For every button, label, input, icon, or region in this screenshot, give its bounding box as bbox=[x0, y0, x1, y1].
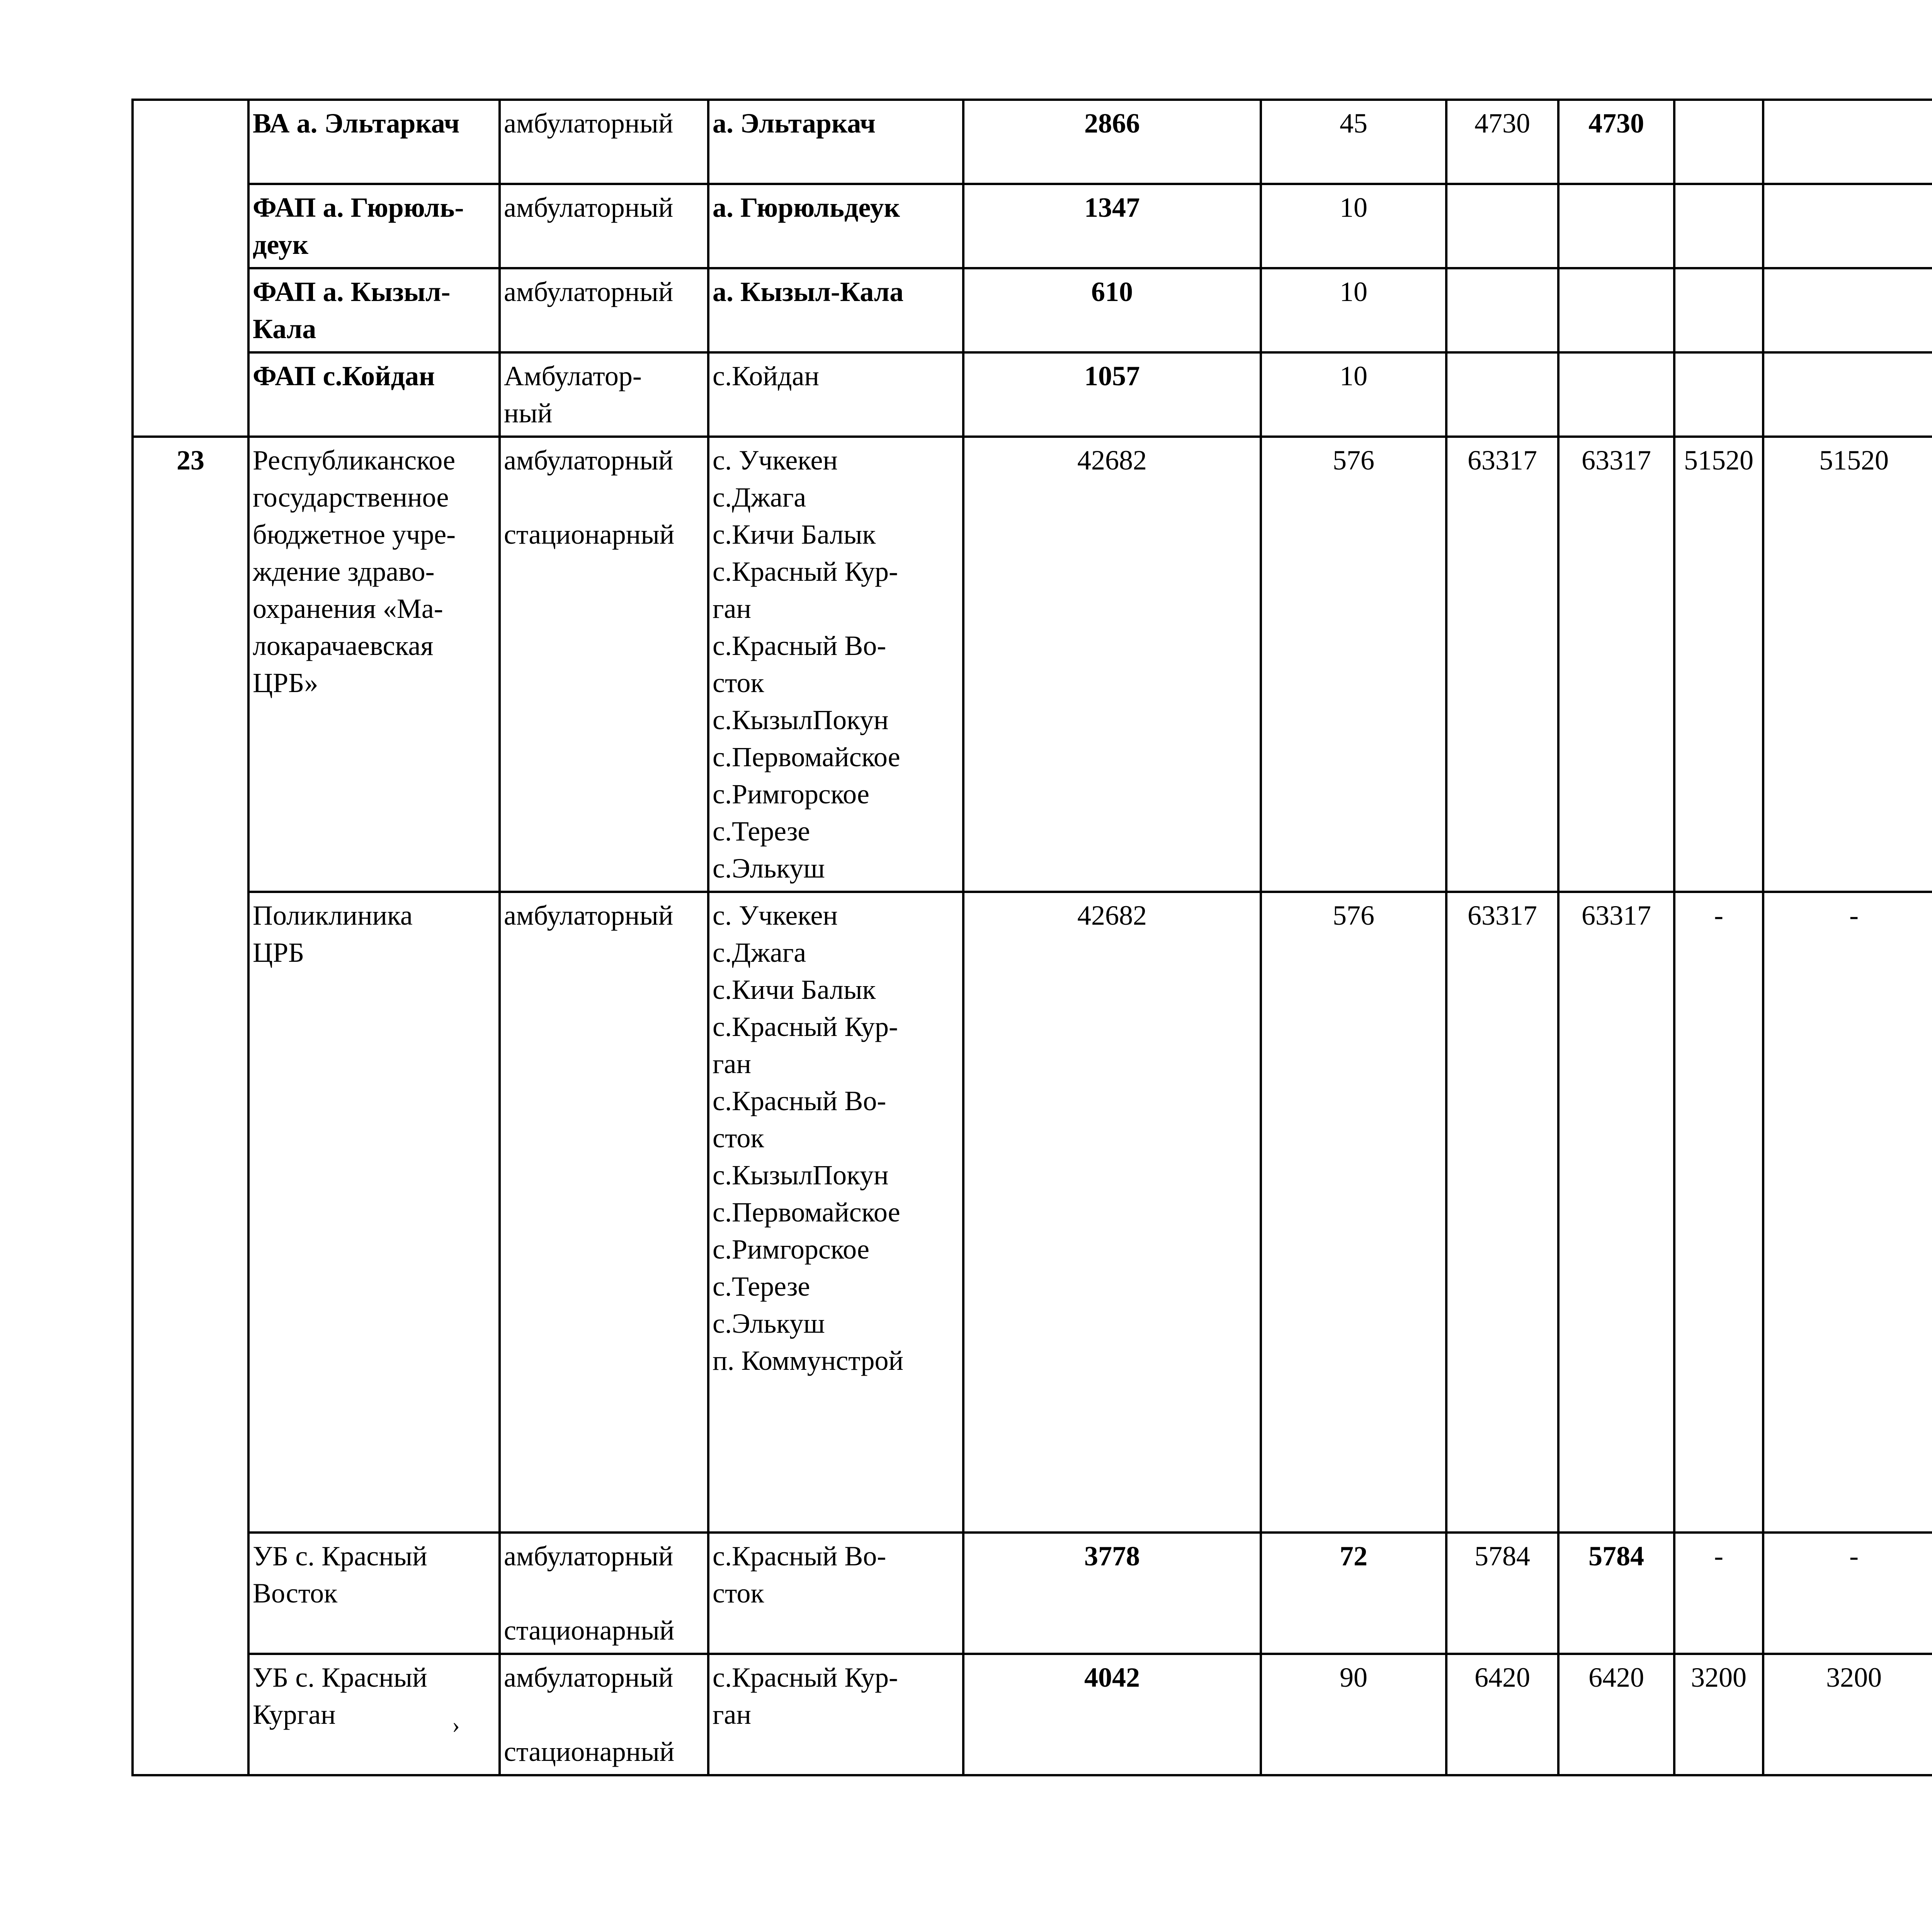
settlements-cell: с.Красный Во- сток bbox=[708, 1533, 963, 1654]
value-cell bbox=[1674, 100, 1763, 184]
value-cell: 72 bbox=[1261, 1533, 1446, 1654]
value-cell: 90 bbox=[1261, 1654, 1446, 1775]
table-row bbox=[133, 184, 1932, 268]
value-cell bbox=[1446, 184, 1558, 268]
value-cell bbox=[1763, 184, 1932, 268]
care-type-cell: амбулаторный bbox=[500, 184, 708, 268]
value-cell: 63317 bbox=[1446, 437, 1558, 892]
value-cell: 4042 bbox=[963, 1654, 1261, 1775]
facility-name-cell: УБ с. Красный Курган bbox=[248, 1654, 500, 1775]
settlements-cell: с. Учкекен с.Джага с.Кичи Балык с.Красный Кур- ган с.Красный Во- сток с.КызылПокун с.Первомайское с.Римгорское с.Терезе с.Элькуш п. Коммунстрой bbox=[708, 892, 963, 1533]
value-cell: 576 bbox=[1261, 437, 1446, 892]
value-cell bbox=[1446, 268, 1558, 352]
value-cell bbox=[1674, 184, 1763, 268]
settlements-cell: с.Койдан bbox=[708, 352, 963, 437]
settlements-cell: а. Эльтаркач bbox=[708, 100, 963, 184]
value-cell: 4730 bbox=[1558, 100, 1674, 184]
value-cell: - bbox=[1674, 1533, 1763, 1654]
care-type-cell: амбулаторный bbox=[500, 100, 708, 184]
table-row bbox=[133, 352, 1932, 437]
facility-name-cell: ФАП с.Койдан bbox=[248, 352, 500, 437]
value-cell: 42682 bbox=[963, 892, 1261, 1533]
value-cell bbox=[1763, 100, 1932, 184]
value-cell: - bbox=[1674, 892, 1763, 1533]
value-cell: 5784 bbox=[1446, 1533, 1558, 1654]
value-cell: 10 bbox=[1261, 268, 1446, 352]
facility-name-cell: УБ с. Красный Восток bbox=[248, 1533, 500, 1654]
value-cell: 1347 bbox=[963, 184, 1261, 268]
value-cell bbox=[1558, 184, 1674, 268]
value-cell bbox=[1558, 268, 1674, 352]
value-cell: 3200 bbox=[1763, 1654, 1932, 1775]
value-cell: 3778 bbox=[963, 1533, 1261, 1654]
value-cell: 63317 bbox=[1558, 892, 1674, 1533]
settlements-cell: а. Гюрюльдеук bbox=[708, 184, 963, 268]
value-cell: 6420 bbox=[1558, 1654, 1674, 1775]
value-cell bbox=[1763, 268, 1932, 352]
value-cell: - bbox=[1763, 892, 1932, 1533]
care-type-cell: амбулаторный стационарный bbox=[500, 1654, 708, 1775]
value-cell: 610 bbox=[963, 268, 1261, 352]
table-row bbox=[133, 437, 1932, 892]
value-cell: 10 bbox=[1261, 184, 1446, 268]
value-cell: 2866 bbox=[963, 100, 1261, 184]
value-cell: 3200 bbox=[1674, 1654, 1763, 1775]
facility-name-cell: ВА а. Эльтаркач bbox=[248, 100, 500, 184]
row-number-cell: 23 bbox=[133, 437, 248, 1775]
value-cell: 1057 bbox=[963, 352, 1261, 437]
stray-mark: › bbox=[452, 1712, 460, 1738]
medical-facilities-table bbox=[131, 99, 1932, 1776]
care-type-cell: амбулаторный стационарный bbox=[500, 437, 708, 892]
value-cell: - bbox=[1763, 1533, 1932, 1654]
care-type-cell: амбулаторный стационарный bbox=[500, 1533, 708, 1654]
settlements-cell: с. Учкекен с.Джага с.Кичи Балык с.Красный Кур- ган с.Красный Во- сток с.КызылПокун с.Первомайское с.Римгорское с.Терезе с.Элькуш bbox=[708, 437, 963, 892]
row-number-cell bbox=[133, 100, 248, 437]
care-type-cell: Амбулатор- ный bbox=[500, 352, 708, 437]
value-cell: 5784 bbox=[1558, 1533, 1674, 1654]
value-cell bbox=[1674, 268, 1763, 352]
table-row bbox=[133, 268, 1932, 352]
settlements-cell: а. Кызыл-Кала bbox=[708, 268, 963, 352]
value-cell: 63317 bbox=[1558, 437, 1674, 892]
settlements-cell: с.Красный Кур- ган bbox=[708, 1654, 963, 1775]
value-cell: 6420 bbox=[1446, 1654, 1558, 1775]
care-type-cell: амбулаторный bbox=[500, 892, 708, 1533]
value-cell: 576 bbox=[1261, 892, 1446, 1533]
table-row bbox=[133, 100, 1932, 184]
value-cell: 63317 bbox=[1446, 892, 1558, 1533]
value-cell bbox=[1558, 352, 1674, 437]
value-cell: 51520 bbox=[1763, 437, 1932, 892]
table-row bbox=[133, 1533, 1932, 1654]
facility-name-cell: Поликлиника ЦРБ bbox=[248, 892, 500, 1533]
facility-name-cell: ФАП а. Кызыл- Кала bbox=[248, 268, 500, 352]
facility-name-cell: Республиканское государственное бюджетное учре- ждение здраво- охранения «Ма- локарачаевская ЦРБ» bbox=[248, 437, 500, 892]
value-cell bbox=[1446, 352, 1558, 437]
value-cell: 51520 bbox=[1674, 437, 1763, 892]
table-row bbox=[133, 1654, 1932, 1775]
value-cell: 4730 bbox=[1446, 100, 1558, 184]
value-cell bbox=[1674, 352, 1763, 437]
care-type-cell: амбулаторный bbox=[500, 268, 708, 352]
table-row bbox=[133, 892, 1932, 1533]
value-cell: 10 bbox=[1261, 352, 1446, 437]
value-cell bbox=[1763, 352, 1932, 437]
facility-name-cell: ФАП а. Гюрюль- деук bbox=[248, 184, 500, 268]
value-cell: 45 bbox=[1261, 100, 1446, 184]
value-cell: 42682 bbox=[963, 437, 1261, 892]
